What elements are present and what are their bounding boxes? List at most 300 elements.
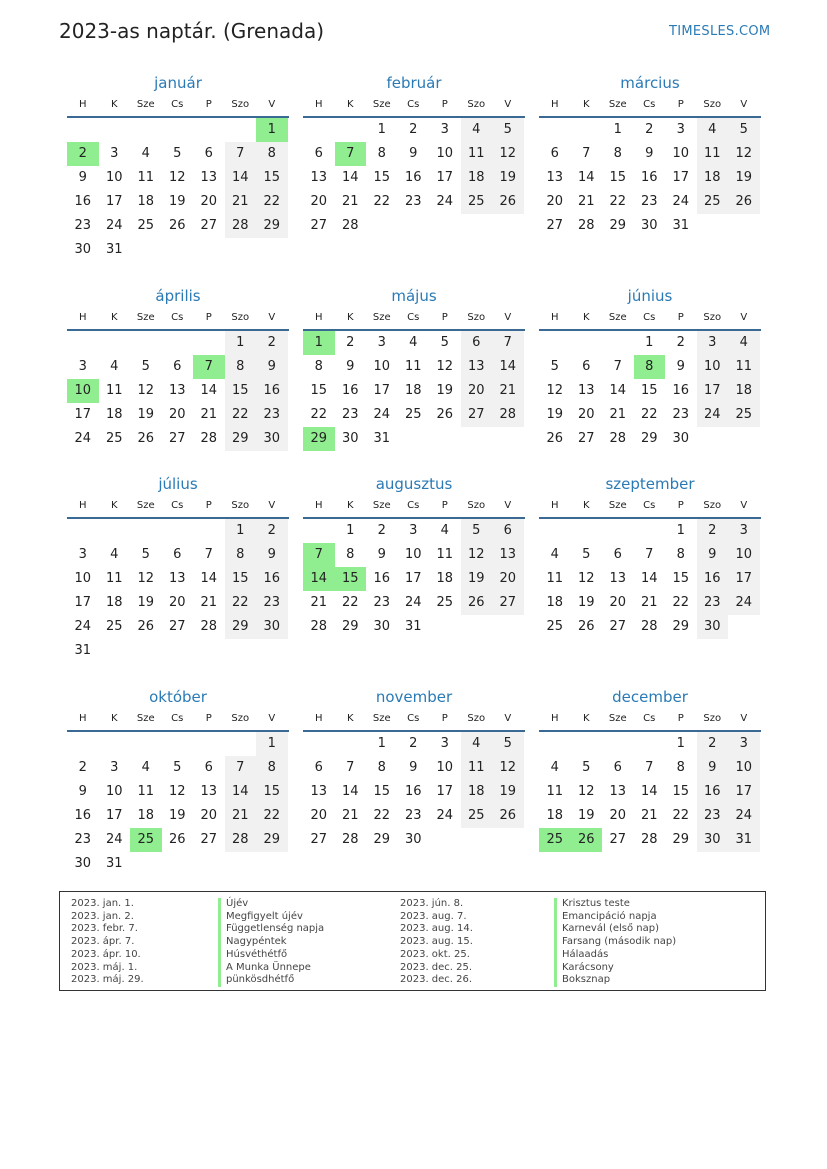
day-cell: 24: [672, 194, 690, 209]
day-cell: 5: [461, 519, 493, 543]
weekday-label: V: [268, 99, 276, 110]
day-cell: 25: [137, 218, 155, 233]
day-grid: [539, 519, 761, 639]
day-cell: 16: [373, 571, 391, 586]
day-cell: 21: [200, 407, 218, 422]
weekday-label: K: [110, 99, 118, 110]
day-cell: 22: [609, 194, 627, 209]
day-cell: 26: [492, 190, 524, 214]
day-cell: 10: [404, 547, 422, 562]
weekday-header: [67, 94, 289, 118]
empty-cell: [571, 118, 603, 142]
day-cell: 2: [409, 736, 418, 751]
day-cell: 21: [640, 595, 658, 610]
day-cell: 27: [609, 619, 627, 634]
day-cell: 10: [436, 760, 454, 775]
weekday-label: Cs: [643, 312, 656, 323]
weekday-label: Sze: [608, 500, 627, 511]
day-cell: 20: [546, 194, 564, 209]
day-cell: 17: [373, 383, 391, 398]
legend-holiday-name: Újév: [218, 898, 324, 911]
holiday-day-cell: 26: [571, 828, 603, 852]
day-cell: 3: [409, 523, 418, 538]
empty-cell: [130, 519, 162, 543]
day-cell: 20: [200, 194, 218, 209]
empty-cell: [303, 732, 335, 756]
day-cell: 5: [728, 118, 760, 142]
day-cell: 2: [676, 335, 685, 350]
day-cell: 30: [672, 431, 690, 446]
day-cell: 15: [640, 383, 658, 398]
day-cell: 1: [645, 335, 654, 350]
day-cell: 18: [105, 595, 123, 610]
weekday-label: H: [314, 713, 323, 724]
legend-date: 2023. aug. 14.: [400, 923, 473, 935]
weekday-label: Szo: [231, 99, 250, 110]
weekday-label: V: [504, 312, 512, 323]
day-cell: 3: [78, 359, 87, 374]
day-cell: 31: [105, 856, 123, 871]
legend-date: 2023. jún. 8.: [400, 898, 464, 909]
day-cell: 13: [546, 170, 564, 185]
day-cell: 15: [256, 780, 288, 804]
weekday-label: Sze: [136, 713, 155, 724]
day-cell: 19: [492, 166, 524, 190]
empty-cell: [571, 732, 603, 756]
day-cell: 11: [436, 547, 454, 562]
day-cell: 9: [78, 170, 87, 185]
weekday-label: Sze: [372, 500, 391, 511]
day-cell: 8: [613, 146, 622, 161]
month-name: március: [620, 74, 680, 92]
day-cell: 28: [200, 619, 218, 634]
day-cell: 24: [74, 619, 92, 634]
day-cell: 2: [256, 331, 288, 355]
day-cell: 17: [74, 595, 92, 610]
legend-holiday-name: Boksznap: [554, 974, 676, 987]
day-cell: 8: [676, 547, 685, 562]
day-cell: 4: [110, 359, 119, 374]
day-cell: 5: [141, 359, 150, 374]
day-cell: 26: [137, 431, 155, 446]
day-cell: 22: [256, 804, 288, 828]
empty-cell: [193, 732, 225, 756]
day-grid: [303, 331, 525, 451]
day-cell: 29: [373, 832, 391, 847]
weekday-header: [67, 307, 289, 331]
day-cell: 16: [74, 808, 92, 823]
day-cell: 31: [74, 643, 92, 658]
day-cell: 28: [341, 218, 359, 233]
day-cell: 8: [377, 146, 386, 161]
day-cell: 12: [492, 756, 524, 780]
day-cell: 11: [137, 784, 155, 799]
day-cell: 4: [550, 547, 559, 562]
legend-date: 2023. dec. 25.: [400, 961, 473, 973]
empty-cell: [193, 118, 225, 142]
day-cell: 9: [409, 146, 418, 161]
day-cell: 28: [200, 431, 218, 446]
day-cell: 23: [697, 804, 729, 828]
day-cell: 2: [377, 523, 386, 538]
day-cell: 9: [377, 547, 386, 562]
day-cell: 25: [105, 431, 123, 446]
weekday-label: Cs: [407, 99, 420, 110]
day-cell: 10: [697, 355, 729, 379]
day-cell: 10: [436, 146, 454, 161]
empty-cell: [99, 732, 131, 756]
month-block: [67, 473, 289, 663]
day-cell: 5: [550, 359, 559, 374]
day-cell: 23: [74, 832, 92, 847]
day-cell: 29: [609, 218, 627, 233]
empty-cell: [162, 519, 194, 543]
weekday-label: V: [504, 713, 512, 724]
holiday-day-cell: 25: [130, 828, 162, 852]
day-cell: 6: [173, 547, 182, 562]
day-cell: 12: [728, 142, 760, 166]
empty-cell: [67, 732, 99, 756]
day-cell: 18: [546, 595, 564, 610]
weekday-label: Sze: [372, 713, 391, 724]
weekday-label: P: [677, 99, 684, 110]
month-block: [67, 285, 289, 451]
day-cell: 30: [74, 856, 92, 871]
day-cell: 27: [310, 218, 328, 233]
day-cell: 23: [697, 591, 729, 615]
empty-cell: [602, 331, 634, 355]
weekday-label: Sze: [608, 312, 627, 323]
day-cell: 11: [461, 142, 493, 166]
day-cell: 17: [436, 784, 454, 799]
day-cell: 8: [256, 756, 288, 780]
day-cell: 19: [546, 407, 564, 422]
weekday-label: K: [346, 99, 354, 110]
empty-cell: [162, 732, 194, 756]
day-cell: 25: [404, 407, 422, 422]
day-cell: 10: [728, 756, 760, 780]
day-cell: 7: [645, 547, 654, 562]
weekday-label: Cs: [643, 99, 656, 110]
day-grid: [67, 732, 289, 876]
day-cell: 1: [256, 732, 288, 756]
day-cell: 23: [74, 218, 92, 233]
weekday-label: Sze: [608, 99, 627, 110]
day-cell: 26: [137, 619, 155, 634]
weekday-label: P: [441, 713, 448, 724]
day-cell: 30: [373, 619, 391, 634]
day-cell: 21: [492, 379, 524, 403]
weekday-label: K: [582, 713, 590, 724]
day-cell: 19: [168, 194, 186, 209]
day-cell: 28: [341, 832, 359, 847]
weekday-label: Sze: [608, 713, 627, 724]
day-cell: 3: [440, 736, 449, 751]
day-cell: 14: [225, 166, 257, 190]
legend-date: 2023. dec. 26.: [400, 974, 473, 986]
day-cell: 21: [577, 194, 595, 209]
day-cell: 26: [546, 431, 564, 446]
weekday-label: H: [78, 99, 87, 110]
day-cell: 17: [728, 780, 760, 804]
day-cell: 20: [461, 379, 493, 403]
weekday-label: V: [504, 500, 512, 511]
day-cell: 29: [225, 615, 257, 639]
legend-right-dates: [400, 898, 473, 987]
empty-cell: [634, 519, 666, 543]
weekday-header: [539, 307, 761, 331]
day-cell: 13: [168, 383, 186, 398]
day-cell: 16: [74, 194, 92, 209]
day-cell: 10: [373, 359, 391, 374]
day-cell: 1: [613, 122, 622, 137]
empty-cell: [225, 732, 257, 756]
day-cell: 11: [137, 170, 155, 185]
month-name: január: [154, 74, 202, 92]
day-cell: 12: [137, 571, 155, 586]
empty-cell: [193, 519, 225, 543]
empty-cell: [303, 519, 335, 543]
day-cell: 21: [200, 595, 218, 610]
weekday-label: H: [314, 99, 323, 110]
day-cell: 11: [105, 383, 123, 398]
legend-holiday-name: Nagypéntek: [218, 936, 324, 949]
day-cell: 18: [546, 808, 564, 823]
day-cell: 19: [436, 383, 454, 398]
day-cell: 1: [225, 519, 257, 543]
day-cell: 12: [436, 359, 454, 374]
day-cell: 27: [577, 431, 595, 446]
day-cell: 30: [640, 218, 658, 233]
day-cell: 13: [200, 170, 218, 185]
weekday-label: P: [205, 500, 212, 511]
day-cell: 20: [310, 808, 328, 823]
day-cell: 30: [256, 615, 288, 639]
day-cell: 21: [609, 407, 627, 422]
day-cell: 14: [200, 383, 218, 398]
day-cell: 12: [461, 543, 493, 567]
day-cell: 6: [314, 760, 323, 775]
day-cell: 16: [672, 383, 690, 398]
holiday-day-cell: 25: [539, 828, 571, 852]
day-cell: 6: [582, 359, 591, 374]
day-cell: 26: [577, 619, 595, 634]
weekday-label: K: [110, 500, 118, 511]
day-cell: 12: [492, 142, 524, 166]
day-cell: 10: [672, 146, 690, 161]
day-cell: 7: [645, 760, 654, 775]
day-cell: 25: [461, 190, 493, 214]
day-cell: 26: [492, 804, 524, 828]
day-cell: 28: [310, 619, 328, 634]
day-cell: 7: [346, 760, 355, 775]
day-cell: 7: [613, 359, 622, 374]
day-cell: 19: [137, 595, 155, 610]
weekday-label: P: [441, 312, 448, 323]
day-cell: 18: [728, 379, 760, 403]
day-cell: 15: [672, 784, 690, 799]
day-cell: 5: [173, 760, 182, 775]
day-cell: 17: [697, 379, 729, 403]
weekday-label: H: [314, 312, 323, 323]
day-cell: 29: [256, 214, 288, 238]
day-cell: 17: [105, 194, 123, 209]
day-cell: 8: [676, 760, 685, 775]
day-cell: 15: [256, 166, 288, 190]
day-cell: 31: [404, 619, 422, 634]
day-cell: 9: [78, 784, 87, 799]
day-cell: 12: [168, 784, 186, 799]
day-cell: 9: [676, 359, 685, 374]
weekday-label: H: [78, 312, 87, 323]
day-cell: 15: [609, 170, 627, 185]
legend-holiday-name: Megfigyelt újév: [218, 911, 324, 924]
weekday-label: Szo: [231, 312, 250, 323]
day-cell: 30: [697, 828, 729, 852]
day-cell: 1: [377, 122, 386, 137]
day-cell: 17: [728, 567, 760, 591]
weekday-label: Cs: [171, 500, 184, 511]
day-cell: 16: [404, 170, 422, 185]
day-cell: 12: [577, 784, 595, 799]
empty-cell: [67, 331, 99, 355]
day-cell: 4: [110, 547, 119, 562]
site-link[interactable]: TIMESLES.COM: [669, 24, 771, 39]
weekday-label: V: [268, 312, 276, 323]
weekday-label: K: [110, 312, 118, 323]
legend-holiday-name: pünkösdhétfő: [218, 974, 324, 987]
holiday-day-cell: 1: [303, 331, 335, 355]
day-cell: 28: [225, 214, 257, 238]
weekday-label: Cs: [171, 312, 184, 323]
weekday-label: V: [740, 312, 748, 323]
day-cell: 28: [225, 828, 257, 852]
day-cell: 18: [137, 808, 155, 823]
day-cell: 20: [168, 407, 186, 422]
day-cell: 11: [105, 571, 123, 586]
day-cell: 28: [577, 218, 595, 233]
day-cell: 7: [492, 331, 524, 355]
day-cell: 16: [256, 567, 288, 591]
day-cell: 27: [168, 431, 186, 446]
day-cell: 27: [200, 218, 218, 233]
day-cell: 20: [310, 194, 328, 209]
weekday-label: K: [346, 500, 354, 511]
month-name: május: [391, 287, 437, 305]
day-cell: 18: [105, 407, 123, 422]
day-cell: 5: [492, 732, 524, 756]
day-cell: 19: [461, 567, 493, 591]
empty-cell: [99, 519, 131, 543]
day-cell: 30: [697, 615, 729, 639]
day-cell: 22: [310, 407, 328, 422]
day-cell: 28: [640, 619, 658, 634]
month-block: [539, 285, 761, 451]
month-name: november: [375, 688, 453, 706]
weekday-label: Sze: [372, 312, 391, 323]
weekday-label: Cs: [643, 500, 656, 511]
day-cell: 4: [409, 335, 418, 350]
legend-holiday-name: Krisztus teste: [554, 898, 676, 911]
weekday-label: P: [677, 312, 684, 323]
weekday-label: V: [740, 713, 748, 724]
weekday-header: [67, 495, 289, 519]
holiday-day-cell: 7: [335, 142, 367, 166]
day-cell: 11: [697, 142, 729, 166]
month-block: [539, 72, 761, 238]
day-cell: 4: [697, 118, 729, 142]
day-grid: [67, 118, 289, 262]
holiday-day-cell: 7: [303, 543, 335, 567]
legend-holiday-name: Farsang (második nap): [554, 936, 676, 949]
weekday-label: Szo: [231, 713, 250, 724]
month-block: [303, 285, 525, 451]
weekday-label: Szo: [703, 713, 722, 724]
day-cell: 7: [582, 146, 591, 161]
day-cell: 1: [377, 736, 386, 751]
day-cell: 1: [346, 523, 355, 538]
weekday-label: Szo: [703, 500, 722, 511]
day-cell: 15: [373, 784, 391, 799]
month-block: [539, 686, 761, 852]
day-cell: 15: [225, 379, 257, 403]
legend-left-dates: [71, 898, 144, 987]
day-cell: 24: [105, 832, 123, 847]
month-name: február: [386, 74, 442, 92]
day-cell: 22: [640, 407, 658, 422]
day-cell: 19: [728, 166, 760, 190]
empty-cell: [539, 331, 571, 355]
month-name: április: [155, 287, 201, 305]
day-cell: 16: [697, 567, 729, 591]
day-cell: 10: [105, 170, 123, 185]
day-cell: 9: [697, 543, 729, 567]
legend-holiday-name: A Munka Ünnepe: [218, 962, 324, 975]
weekday-header: [539, 94, 761, 118]
day-cell: 21: [640, 808, 658, 823]
day-cell: 4: [461, 118, 493, 142]
day-cell: 30: [74, 242, 92, 257]
day-cell: 7: [225, 756, 257, 780]
day-cell: 29: [672, 832, 690, 847]
day-cell: 26: [436, 407, 454, 422]
day-cell: 2: [697, 519, 729, 543]
legend-left-names: [218, 898, 324, 987]
empty-cell: [571, 331, 603, 355]
weekday-label: Cs: [643, 713, 656, 724]
day-cell: 3: [728, 519, 760, 543]
day-cell: 31: [672, 218, 690, 233]
day-cell: 27: [492, 591, 524, 615]
weekday-label: Szo: [467, 312, 486, 323]
day-cell: 25: [436, 595, 454, 610]
day-cell: 27: [609, 832, 627, 847]
weekday-label: Szo: [467, 713, 486, 724]
holiday-day-cell: 29: [303, 427, 335, 451]
day-cell: 2: [78, 760, 87, 775]
weekday-label: Szo: [467, 99, 486, 110]
day-cell: 6: [550, 146, 559, 161]
day-cell: 21: [225, 190, 257, 214]
day-cell: 3: [110, 146, 119, 161]
day-cell: 24: [728, 591, 760, 615]
day-cell: 24: [728, 804, 760, 828]
day-cell: 19: [492, 780, 524, 804]
weekday-label: H: [550, 312, 559, 323]
day-cell: 23: [256, 591, 288, 615]
day-cell: 27: [546, 218, 564, 233]
day-cell: 6: [204, 146, 213, 161]
